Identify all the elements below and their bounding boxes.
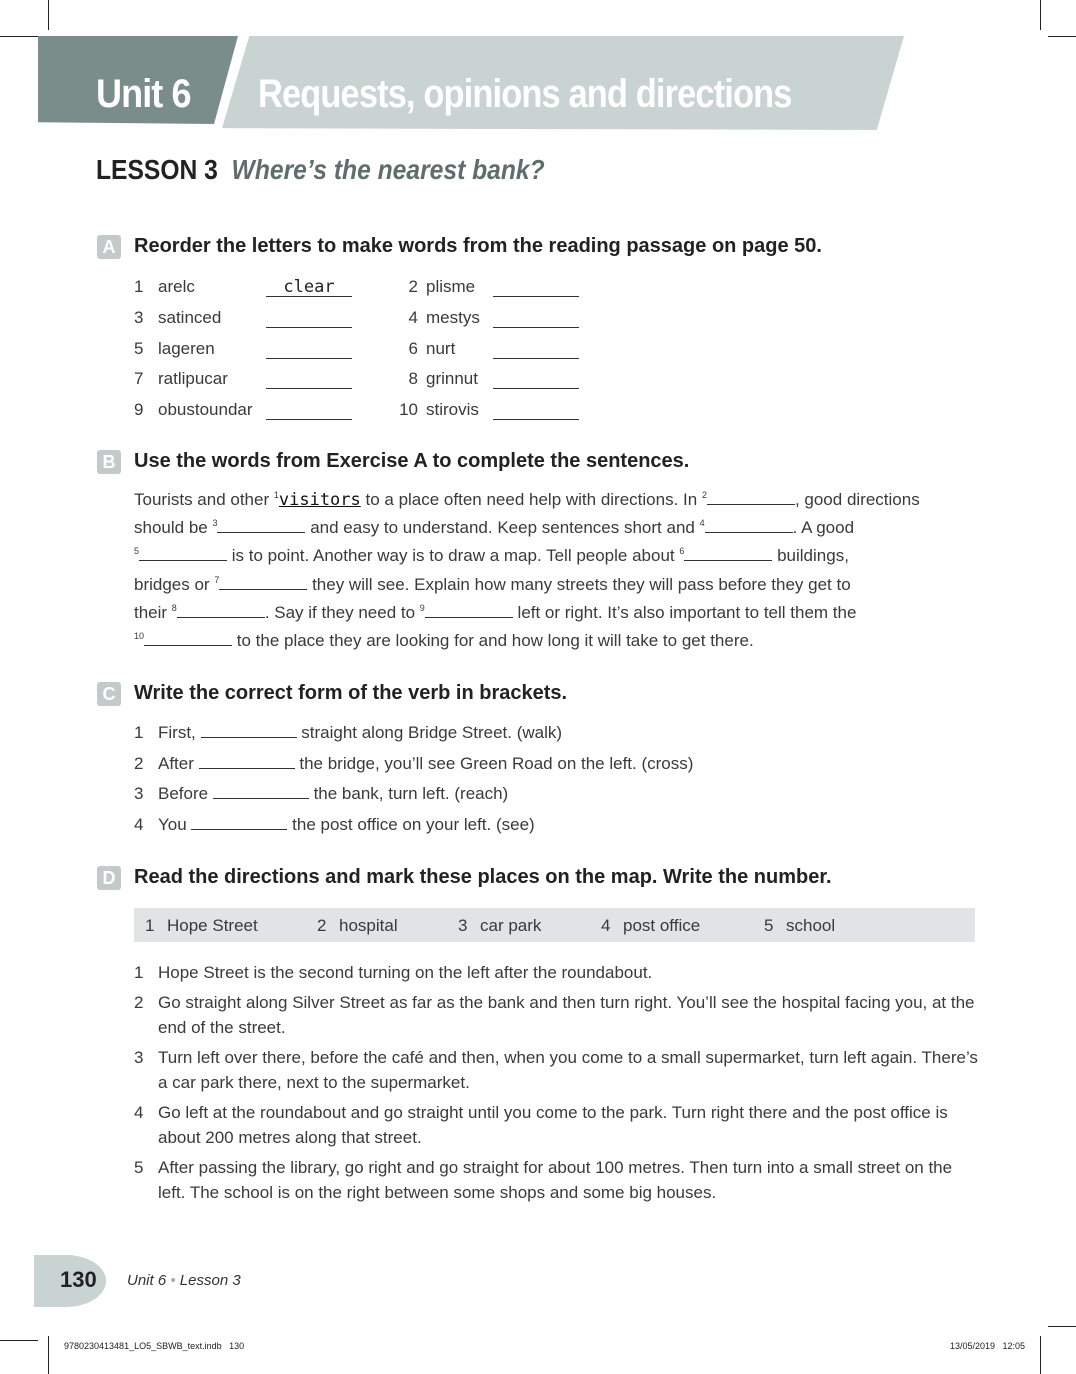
answer-blank[interactable] [493,371,579,389]
gap-blank[interactable] [217,519,305,533]
gap-number: 6 [679,546,685,557]
gap-number: 5 [134,546,140,557]
item-number: 2 [134,993,144,1012]
gap-number: 3 [212,518,218,529]
exercise-c-title: Write the correct form of the verb in brackets. [134,682,568,704]
place-number: 1 [145,916,155,935]
list-item [396,277,475,297]
answer-blank[interactable] [199,755,295,769]
item-number: 3 [134,307,144,327]
place-label: post office [623,916,701,935]
gap-blank[interactable] [177,604,265,618]
scrambled-word: ratlipucar [158,369,228,389]
gap-blank[interactable] [705,519,793,533]
item-number: 9 [134,400,144,420]
direction-text: Go left at the roundabout and go straight until you come to the park. Turn right there and the post office is about 200 metres along that street. [158,1103,948,1147]
list-item [134,754,693,774]
place-number: 4 [601,916,611,935]
list-item [396,339,455,359]
paragraph-line [134,631,754,651]
text: they will see. Explain how many streets they will pass before they get to [307,574,851,594]
list-item [134,723,562,743]
list-item [396,400,479,420]
direction-item [134,1100,984,1150]
place-item [458,916,541,936]
exercise-a-title: Reorder the letters to make words from the reading passage on page 50. [134,235,822,257]
answer-blank[interactable] [191,816,287,830]
lesson-label: LESSON 3 [96,154,218,185]
place-item [145,916,258,936]
gap-blank[interactable] [139,547,227,561]
lesson-title: Where’s the nearest bank? [231,154,545,185]
paragraph-line [134,490,920,510]
place-number: 5 [764,916,774,935]
answer-blank[interactable] [266,310,352,328]
text: , good directions [794,490,920,509]
crop-mark [1040,1336,1041,1374]
item-number: 4 [134,815,144,835]
scrambled-word: grinnut [426,369,478,389]
answer-blank[interactable] [266,402,352,420]
scrambled-word: arelc [158,277,195,296]
answer-blank[interactable] [493,402,579,420]
filled-answer: visitors [278,490,361,510]
exercise-d-badge: D [97,866,121,890]
crop-mark [1048,1326,1076,1327]
answer-blank[interactable] [493,341,579,359]
list-item [396,308,480,328]
crop-mark [0,36,38,37]
sentence-end: straight along Bridge Street. (walk) [301,723,563,742]
paragraph-line [134,518,854,538]
unit-label: Unit 6 [96,72,191,116]
item-number: 1 [134,963,144,982]
item-number: 5 [134,338,144,358]
list-item [134,815,535,835]
answer-blank[interactable] [266,371,352,389]
place-item [601,916,700,936]
item-number: 6 [408,338,418,358]
sentence-start: Before [158,784,209,804]
item-number: 3 [134,784,144,804]
item-number: 4 [134,1103,144,1122]
answer-blank[interactable] [213,785,309,799]
list-item [134,308,221,328]
item-number: 5 [134,1158,144,1177]
text: should be [134,518,213,538]
text: . Say if they need to [264,602,420,622]
text: their [134,602,172,622]
text: . A good [792,518,855,538]
item-number: 2 [408,277,418,296]
page-number: 130 [60,1267,97,1292]
answer-blank[interactable] [266,341,352,359]
text: is to point. Another way is to draw a map. Tell people about [227,546,680,566]
list-item [134,277,195,297]
crop-mark [0,1340,38,1341]
crop-mark [48,0,49,30]
scrambled-word: plisme [426,277,476,296]
list-item [396,369,478,389]
direction-text: Turn left over there, before the café and then, when you come to a small supermarket, turn left again. There’s a car park there, next to the supermarket. [158,1048,978,1092]
paragraph-line [134,603,856,623]
unit-title: Requests, opinions and directions [258,72,792,116]
text: left or right. It’s also important to tell them the [512,602,857,622]
print-date: 13/05/2019 12:05 [950,1341,1026,1351]
list-item [134,784,508,804]
sentence-end: the bridge, you’ll see Green Road on the left. (cross) [299,753,694,773]
item-number: 10 [399,400,418,420]
text: bridges or [134,574,215,594]
gap-number: 8 [171,602,177,613]
item-number: 7 [134,369,144,389]
footer-lesson: Lesson 3 [179,1272,241,1289]
place-item [317,916,398,936]
gap-blank[interactable] [684,547,772,561]
scrambled-word: nurt [426,338,456,358]
sentence-start: You [158,815,187,835]
lesson-heading [96,154,545,186]
direction-text: Go straight along Silver Street as far as the bank and then turn right. You’ll see the hospital facing you, at the end of the street. [158,993,975,1037]
scrambled-word: obustoundar [158,400,253,420]
footer-separator: • [170,1272,176,1289]
item-number: 1 [134,723,144,742]
gap-number: 7 [214,574,220,585]
exercise-a-badge: A [97,235,121,259]
footer-unit: Unit 6 [127,1272,167,1289]
exercise-c-badge: C [97,682,121,706]
direction-item [134,1045,984,1095]
gap-blank[interactable] [707,491,795,505]
footer-breadcrumb [127,1272,241,1289]
answer-blank[interactable] [493,310,579,328]
gap-number: 10 [134,631,145,641]
places-box [134,908,975,942]
direction-item [134,960,984,985]
scrambled-word: lageren [158,338,215,358]
crop-mark [1040,0,1041,30]
sentence-end: the post office on your left. (see) [292,815,535,835]
list-item [134,339,215,359]
print-file-info: 9780230413481_LO5_SBWB_text.indb 130 [64,1341,245,1351]
gap-blank[interactable] [144,632,232,646]
place-label: hospital [339,916,398,935]
directions-list [134,960,984,1210]
answer-blank[interactable] [201,724,297,738]
sentence-end: the bank, turn left. (reach) [313,784,509,804]
answer-blank[interactable] [493,279,579,297]
item-number: 4 [408,307,418,327]
text: buildings, [772,546,849,566]
place-item [764,916,835,936]
answer-blank[interactable]: clear [266,279,352,297]
direction-text: Hope Street is the second turning on the left after the roundabout. [158,963,653,982]
exercise-d-title: Read the directions and mark these places on the map. Write the number. [134,866,832,888]
text: and easy to understand. Keep sentences short and [305,518,700,538]
place-label: car park [480,916,542,935]
crop-mark [1048,36,1076,37]
item-number: 2 [134,753,144,773]
place-label: Hope Street [167,916,258,935]
gap-number: 4 [699,518,705,529]
text: to the place they are looking for and how long it will take to get there. [232,631,754,650]
gap-number: 9 [419,602,425,613]
crop-mark [48,1336,49,1374]
direction-text: After passing the library, go right and go straight for about 100 metres. Then turn into a small street on the left. The school is on the right between some shops and some big houses. [158,1158,953,1202]
sentence-start: First, [158,723,196,742]
list-item [134,369,228,389]
paragraph-line [134,546,849,566]
paragraph-line [134,575,851,595]
text: to a place often need help with directions. In [360,490,702,509]
item-number: 8 [408,369,418,389]
scrambled-word: satinced [158,307,222,327]
gap-blank[interactable] [219,576,307,590]
gap-number: 1 [273,490,279,500]
direction-item [134,1155,984,1205]
exercise-b-badge: B [97,450,121,474]
direction-item [134,990,984,1040]
exercise-b-title: Use the words from Exercise A to complete the sentences. [134,450,690,472]
gap-blank[interactable] [425,604,513,618]
place-number: 3 [458,916,468,935]
text: Tourists and other [134,490,274,509]
scrambled-word: mestys [426,307,480,327]
list-item [134,400,253,420]
place-label: school [786,916,836,935]
gap-number: 2 [701,490,707,500]
item-number: 1 [134,277,144,296]
place-number: 2 [317,916,327,935]
item-number: 3 [134,1048,144,1067]
sentence-start: After [158,753,194,773]
scrambled-word: stirovis [426,400,479,420]
